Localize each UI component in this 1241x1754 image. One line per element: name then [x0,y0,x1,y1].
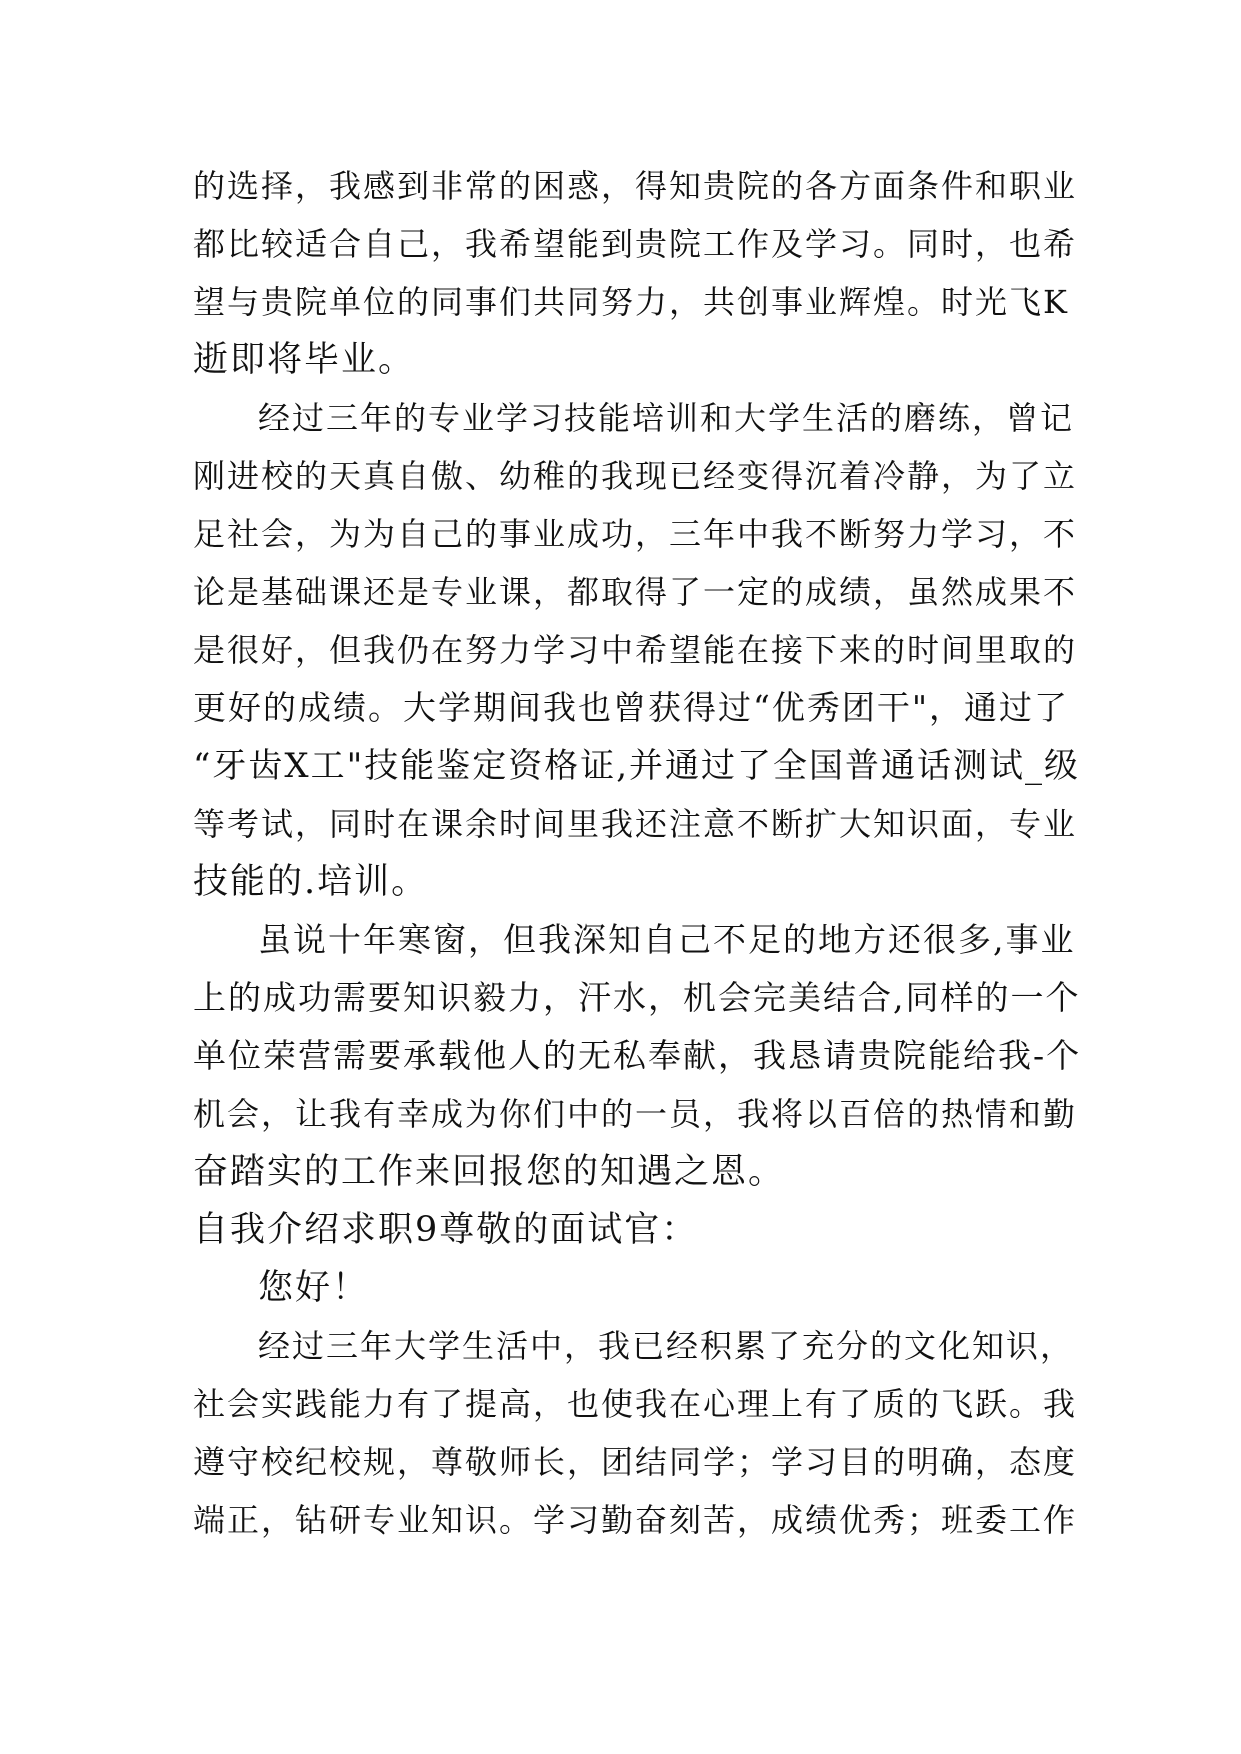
text-line: 技能的.培训。 [193,862,429,902]
text-line: 是很好，但我仍在努力学习中希望能在接下来的时间里取的 [193,631,1078,669]
text-line: 刚进校的天真自傲、幼稚的我现已经变得沉着冷静，为了立 [193,457,1078,495]
paragraph-start-line: 经过三年的专业学习技能培训和大学生活的磨练，曾记 [258,399,1075,437]
section-heading-line: 自我介绍求职9尊敬的面试官： [193,1210,699,1250]
paragraph-start-line: 经过三年大学生活中，我已经积累了充分的文化知识， [258,1327,1075,1365]
text-line: 社会实践能力有了提高，也使我在心理上有了质的飞跃。我 [193,1385,1078,1423]
text-line: 都比较适合自己，我希望能到贵院工作及学习。同时，也希 [193,225,1078,263]
text-line: 望与贵院单位的同事们共同努力，共创事业辉煌。时光飞K [193,283,1069,321]
text-line: 遵守校纪校规，尊敬师长，团结同学；学习目的明确，态度 [193,1443,1078,1481]
text-line: 上的成功需要知识毅力，汗水，机会完美结合,同样的一个 [193,978,1081,1017]
text-line: 等考试，同时在课余时间里我还注意不断扩大知识面，专业 [193,805,1078,843]
text-line: 逝即将毕业。 [193,340,416,380]
text-line: 单位荣营需要承载他人的无私奉献，我恳请贵院能给我-个 [193,1036,1082,1075]
text-line: 奋踏实的工作来回报您的知遇之恩。 [193,1152,786,1192]
text-line: 的选择，我感到非常的困惑，得知贵院的各方面条件和职业 [193,167,1078,205]
text-line: 论是基础课还是专业课，都取得了一定的成绩，虽然成果不 [193,573,1078,611]
text-line: “牙齿X工"技能鉴定资格证,并通过了全国普通话测试_级 [193,746,1081,786]
text-line: 更好的成绩。大学期间我也曾获得过“优秀团干"，通过了 [193,688,1070,727]
paragraph-start-line: 虽说十年寒窗，但我深知自己不足的地方还很多,事业 [258,920,1076,959]
text-line: 端正，钻研专业知识。学习勤奋刻苦，成绩优秀；班委工作 [193,1501,1078,1539]
greeting-line: 您好！ [258,1268,370,1308]
text-line: 足社会，为为自己的事业成功，三年中我不断努力学习，不 [193,515,1078,553]
text-line: 机会，让我有幸成为你们中的一员，我将以百倍的热情和勤 [193,1095,1078,1133]
